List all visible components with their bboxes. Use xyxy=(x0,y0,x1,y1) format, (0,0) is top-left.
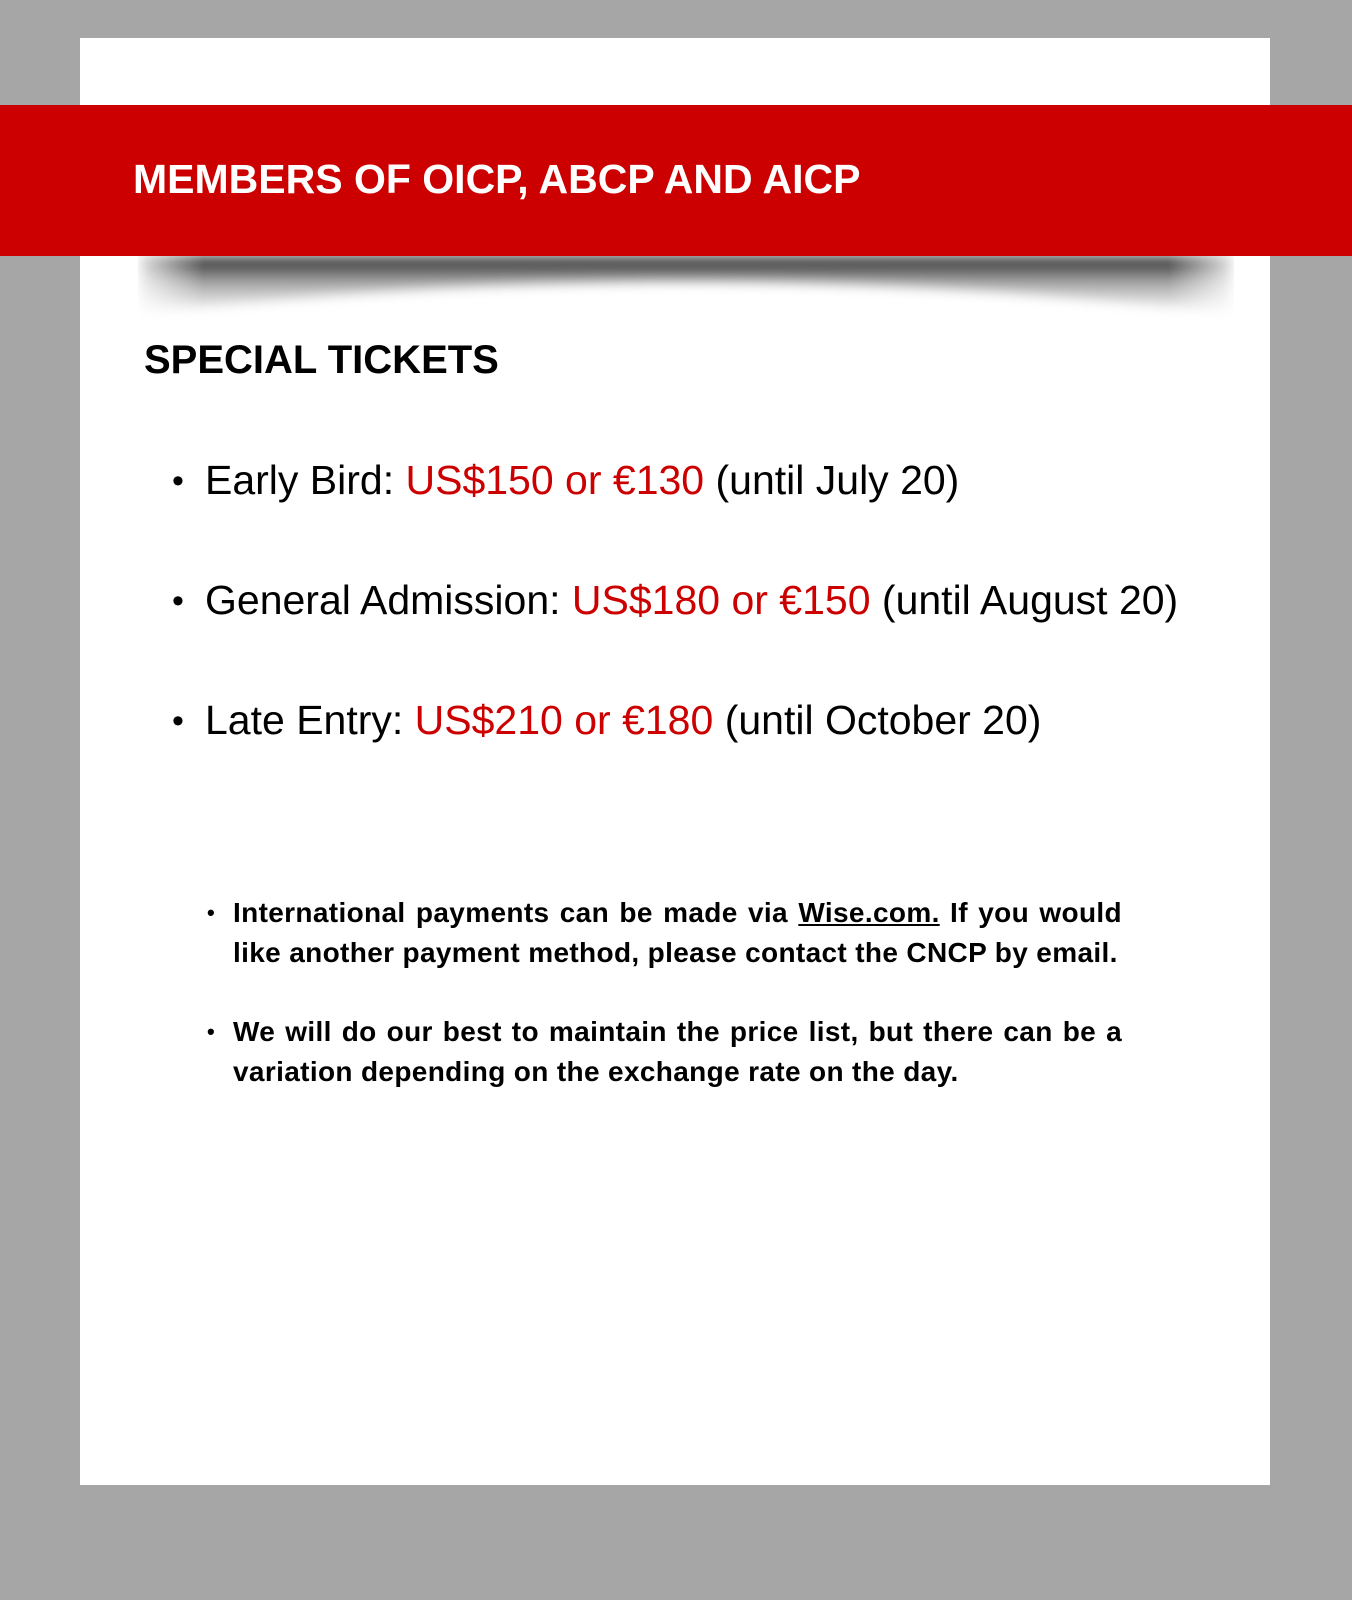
ticket-label: Early Bird: xyxy=(205,457,406,503)
header-banner xyxy=(0,105,1352,256)
note-exchange-rate xyxy=(207,1012,1122,1092)
note-text-before-link: International payments can be made via xyxy=(233,897,799,928)
banner-shadow xyxy=(138,256,1234,326)
bullet-icon: • xyxy=(172,582,184,620)
bullet-icon: • xyxy=(207,900,216,925)
ticket-label: General Admission: xyxy=(205,577,572,623)
ticket-price: US$210 or €180 xyxy=(414,697,714,743)
ticket-label: Late Entry: xyxy=(205,697,415,743)
ticket-early-bird xyxy=(172,457,960,503)
bullet-icon: • xyxy=(172,702,184,740)
note-text: We will do our best to maintain the price list, but there can be a variation depending on the exchange rate on the day. xyxy=(233,1016,1122,1087)
section-title: SPECIAL TICKETS xyxy=(144,338,499,382)
ticket-deadline: (until July 20) xyxy=(704,457,960,503)
bullet-icon: • xyxy=(172,462,184,500)
wise-link[interactable]: Wise.com. xyxy=(798,897,940,928)
ticket-deadline: (until August 20) xyxy=(870,577,1179,623)
ticket-price: US$150 or €130 xyxy=(405,457,705,503)
bullet-icon: • xyxy=(207,1019,216,1044)
ticket-price: US$180 or €150 xyxy=(571,577,871,623)
note-payment-method xyxy=(207,893,1122,973)
ticket-deadline: (until October 20) xyxy=(713,697,1042,743)
ticket-general-admission xyxy=(172,577,1179,623)
note-text-after-link: If you would like another payment method, please contact the CNCP by email. xyxy=(233,897,1122,968)
note-text xyxy=(233,893,1122,973)
banner-title: MEMBERS OF OICP, ABCP AND AICP xyxy=(133,156,861,202)
ticket-late-entry xyxy=(172,697,1042,743)
